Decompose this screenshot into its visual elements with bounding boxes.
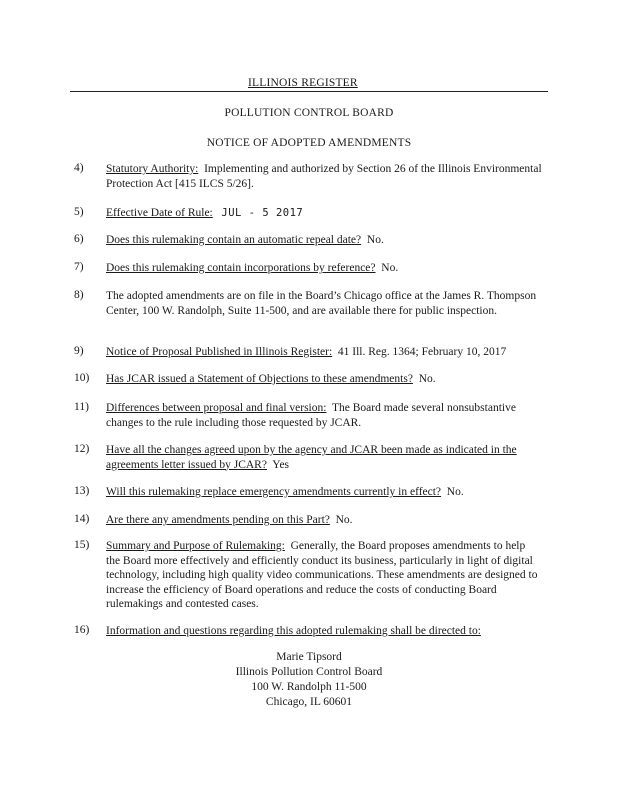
contact-street: 100 W. Randolph 11-500 (251, 681, 367, 693)
effective-date-stamp: JUL - 5 2017 (221, 207, 304, 219)
item-label: Differences between proposal and final version: (106, 402, 327, 414)
item-number: 4) (74, 162, 84, 174)
contact-city: Chicago, IL 60601 (265, 696, 353, 708)
item-label: Information and questions regarding this adopted rulemaking shall be directed to: (106, 625, 481, 637)
item-number: 5) (74, 206, 84, 218)
contact-name: Marie Tipsord (276, 651, 342, 663)
item-label: Statutory Authority: (106, 163, 199, 175)
item-text: No. (418, 373, 436, 385)
item-label: Effective Date of Rule: (106, 207, 213, 219)
item-number: 15) (74, 539, 90, 551)
register-header (70, 77, 548, 92)
item-number: 16) (74, 624, 90, 636)
item-text: No. (446, 486, 464, 498)
item-number: 14) (74, 513, 90, 525)
item-text: Yes (272, 458, 290, 471)
item-number: 11) (74, 401, 89, 413)
item-number: 13) (74, 485, 90, 497)
item-label: Have all the changes agreed upon by the agency and JCAR been made as indicated in the agreements letter issued by JCAR? (106, 444, 517, 471)
item-number: 10) (74, 372, 90, 384)
item-number: 7) (74, 261, 84, 273)
register-title: ILLINOIS REGISTER (248, 77, 358, 89)
item-number: 12) (74, 443, 90, 455)
notice-title: NOTICE OF ADOPTED AMENDMENTS (206, 137, 412, 149)
item-number: 6) (74, 233, 84, 245)
item-text: Generally, the Board proposes amendments to help the Board more effectively and efficiently conduct its business, particularly in light of digital technology, including high quality video communications. These amendments are designed to increase the efficiency of Board operations and reduce the costs of conducting Board rulemakings and contested cases. (106, 540, 538, 610)
item-label: Summary and Purpose of Rulemaking: (106, 540, 285, 552)
item-label: Are there any amendments pending on this Part? (106, 514, 330, 526)
item-text: The Board made several nonsubstantive changes to the rule including those requested by JCAR. (106, 402, 516, 429)
contact-org: Illinois Pollution Control Board (235, 666, 383, 678)
item-label: Does this rulemaking contain incorporations by reference? (106, 262, 376, 274)
board-title: POLLUTION CONTROL BOARD (224, 107, 394, 119)
item-label: Will this rulemaking replace emergency amendments currently in effect? (106, 486, 442, 498)
item-number: 8) (74, 289, 84, 301)
item-label: Notice of Proposal Published in Illinois Register: (106, 346, 333, 358)
item-text: No. (366, 234, 384, 246)
item-text: 41 Ill. Reg. 1364; February 10, 2017 (337, 346, 507, 358)
item-text: Implementing and authorized by Section 26 of the Illinois Environmental Protection Act [415 ILCS 5/26]. (106, 163, 542, 190)
item-label: Does this rulemaking contain an automatic repeal date? (106, 234, 362, 246)
item-number: 9) (74, 345, 84, 357)
item-text: The adopted amendments are on file in the Board’s Chicago office at the James R. Thompson Center, 100 W. Randolph, Suite 11-500, and are available there for public inspection. (106, 290, 537, 317)
item-text: No. (381, 262, 399, 274)
item-text: No. (335, 514, 353, 526)
item-label: Has JCAR issued a Statement of Objections to these amendments? (106, 373, 413, 385)
